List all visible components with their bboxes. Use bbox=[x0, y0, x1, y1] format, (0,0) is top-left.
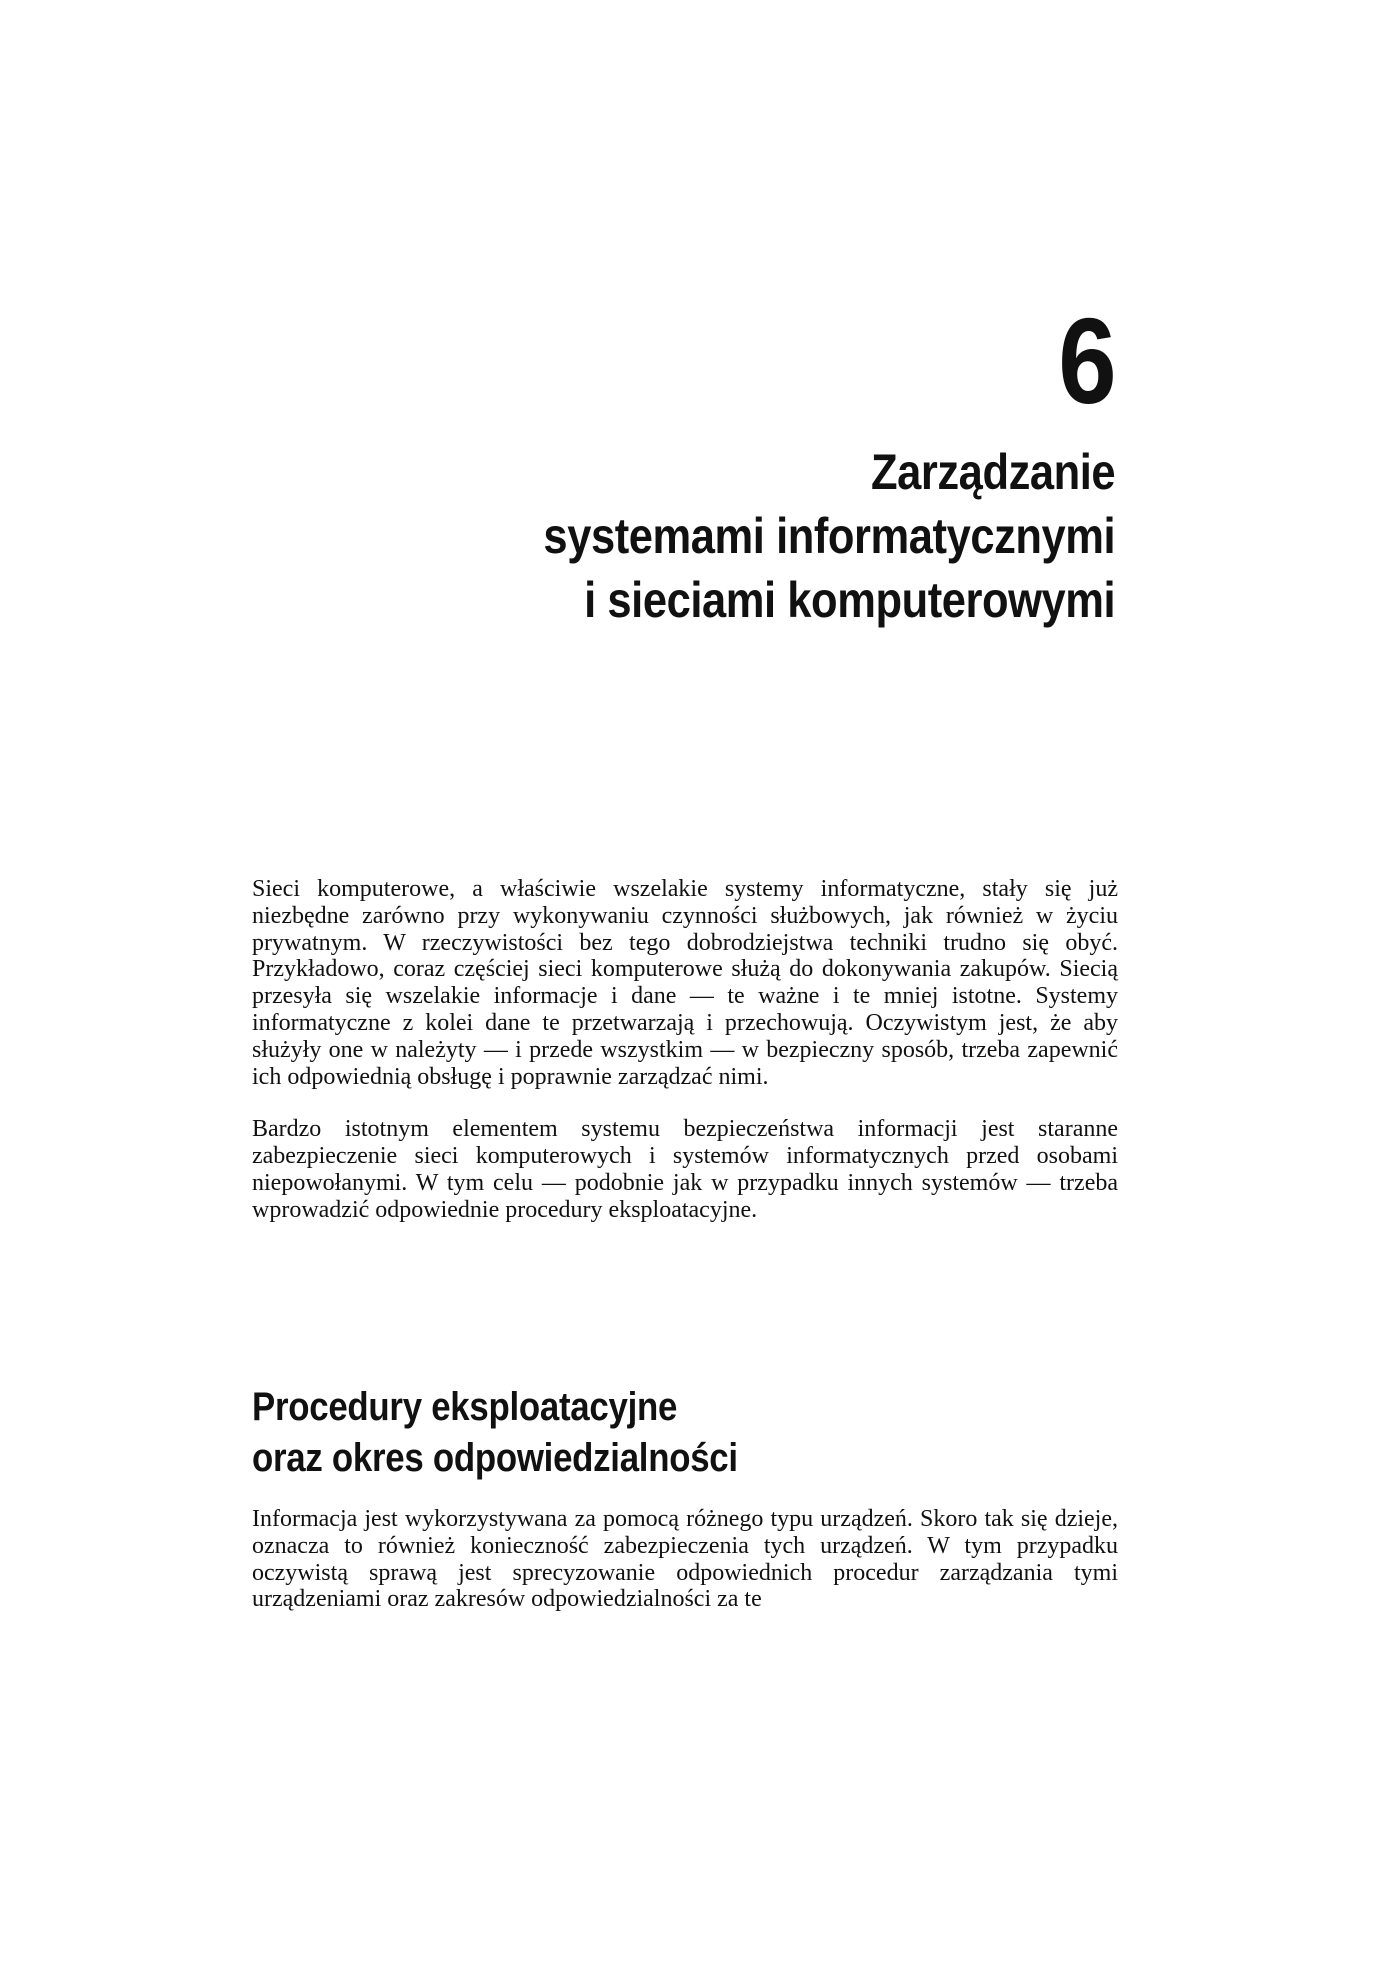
section-heading-line: oraz okres odpowiedzialności bbox=[252, 1436, 738, 1480]
section-paragraph: Informacja jest wykorzystywana za pomocą różnego typu urządzeń. Skoro tak się dzieje, oznacza to również konieczność zabezpieczenia tych urządzeń. W tym przypadku oczywistą sprawą jest sprecyzowanie odpowiednich procedur zarządzania tymi urządzeniami oraz zakresów odpowiedzialności za te bbox=[252, 1506, 1118, 1613]
intro-paragraph: Bardzo istotnym elementem systemu bezpieczeństwa informacji jest staranne zabezpieczenie sieci komputerowych i systemów informatycznych przed osobami niepowołanymi. W tym celu — podobnie jak w przypadku innych systemów — trzeba wprowadzić odpowiednie procedury eksploatacyjne. bbox=[252, 1116, 1118, 1223]
intro-text bbox=[252, 876, 1118, 1224]
chapter-title-line: Zarządzanie bbox=[870, 444, 1115, 500]
chapter-title-line: i sieciami komputerowymi bbox=[583, 572, 1115, 628]
section-heading-line: Procedury eksploatacyjne bbox=[252, 1385, 678, 1429]
chapter-number: 6 bbox=[1058, 293, 1115, 429]
section-heading bbox=[252, 1382, 738, 1484]
section-text bbox=[252, 1506, 1118, 1613]
chapter-title-line: systemami informatycznymi bbox=[543, 508, 1115, 564]
intro-paragraph: Sieci komputerowe, a właściwie wszelakie systemy informatyczne, stały się już niezbędne zarówno przy wykonywaniu czynności służbowych, jak również w życiu prywatnym. W rzeczywistości bez tego dobrodziejstwa techniki trudno się obyć. Przykładowo, coraz częściej sieci komputerowe służą do dokonywania zakupów. Siecią przesyła się wszelakie informacje i dane — te ważne i te mniej istotne. Systemy informatyczne z kolei dane te przetwarzają i przechowują. Oczywistym jest, że aby służyły one w należyty — i przede wszystkim — w bezpieczny sposób, trzeba zapewnić ich odpowiednią obsługę i poprawnie zarządzać nimi. bbox=[252, 876, 1118, 1090]
chapter-title bbox=[543, 440, 1115, 632]
